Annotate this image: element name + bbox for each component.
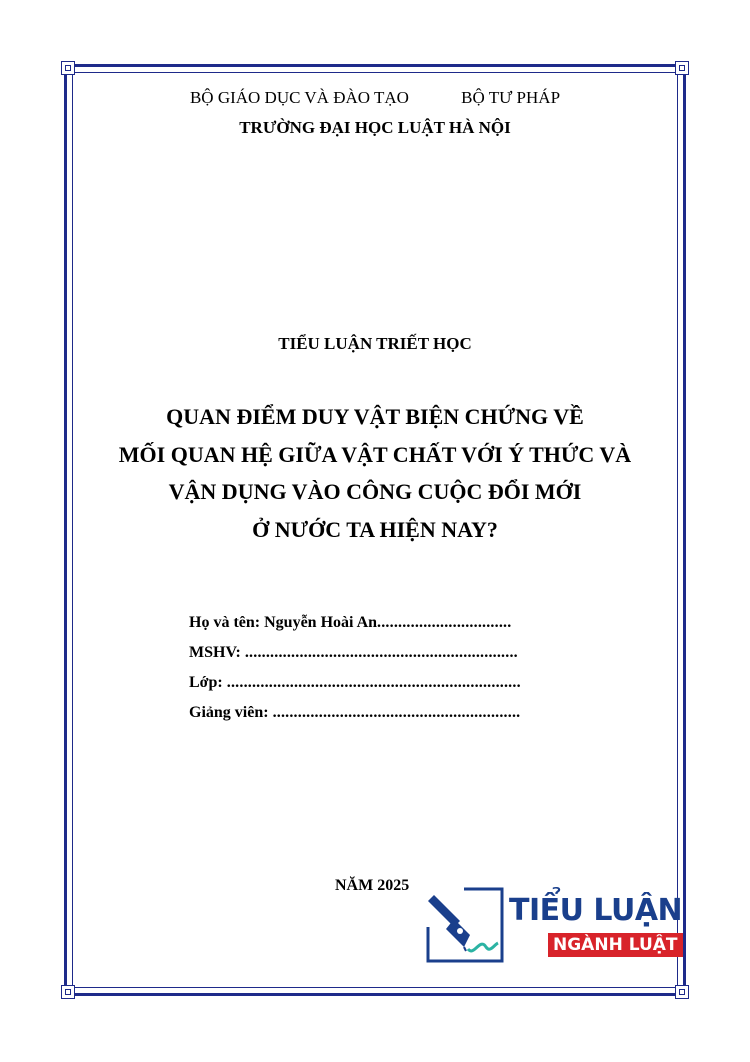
name-label: Họ và tên: (189, 614, 261, 631)
id-row (189, 642, 549, 672)
corner-ornament (61, 61, 75, 75)
ministries-header (0, 88, 750, 108)
title-line: Ở NƯỚC TA HIỆN NAY? (252, 516, 498, 542)
pen-nib-icon (424, 887, 506, 967)
title-line: QUAN ĐIỂM DUY VẬT BIỆN CHỨNG VỀ (166, 404, 584, 429)
year: NĂM 2025 (335, 877, 410, 894)
report-type: TIỂU LUẬN TRIẾT HỌC (278, 334, 472, 353)
corner-ornament (675, 985, 689, 999)
class-dots: ...................................................................... (226, 674, 521, 691)
name-dots: ................................ (377, 614, 512, 631)
brand-logo (424, 887, 683, 967)
lecturer-row (189, 702, 549, 732)
essay-title (0, 398, 750, 548)
id-dots: ................................................................. (244, 644, 518, 661)
class-row (189, 672, 549, 702)
title-line: MỐI QUAN HỆ GIỮA VẬT CHẤT VỚI Ý THỨC VÀ (118, 441, 632, 467)
lecturer-label: Giảng viên: (189, 704, 269, 721)
corner-ornament (61, 985, 75, 999)
student-info (189, 612, 549, 732)
name-row (189, 612, 549, 642)
logo-badge: NGÀNH LUẬT (548, 933, 683, 957)
title-line: VẬN DỤNG VÀO CÔNG CUỘC ĐỔI MỚI (168, 479, 582, 504)
corner-ornament (675, 61, 689, 75)
lecturer-dots: ........................................................... (272, 704, 521, 721)
ministry-education: BỘ GIÁO DỤC VÀ ĐÀO TẠO (189, 88, 409, 107)
ministry-justice: BỘ TƯ PHÁP (461, 88, 561, 107)
name-value: Nguyễn Hoài An (264, 614, 378, 631)
class-label: Lớp: (189, 674, 223, 691)
university-name: TRƯỜNG ĐẠI HỌC LUẬT HÀ NỘI (239, 118, 511, 137)
logo-title: TIỂU LUẬN (509, 893, 683, 928)
id-label: MSHV: (189, 644, 241, 661)
